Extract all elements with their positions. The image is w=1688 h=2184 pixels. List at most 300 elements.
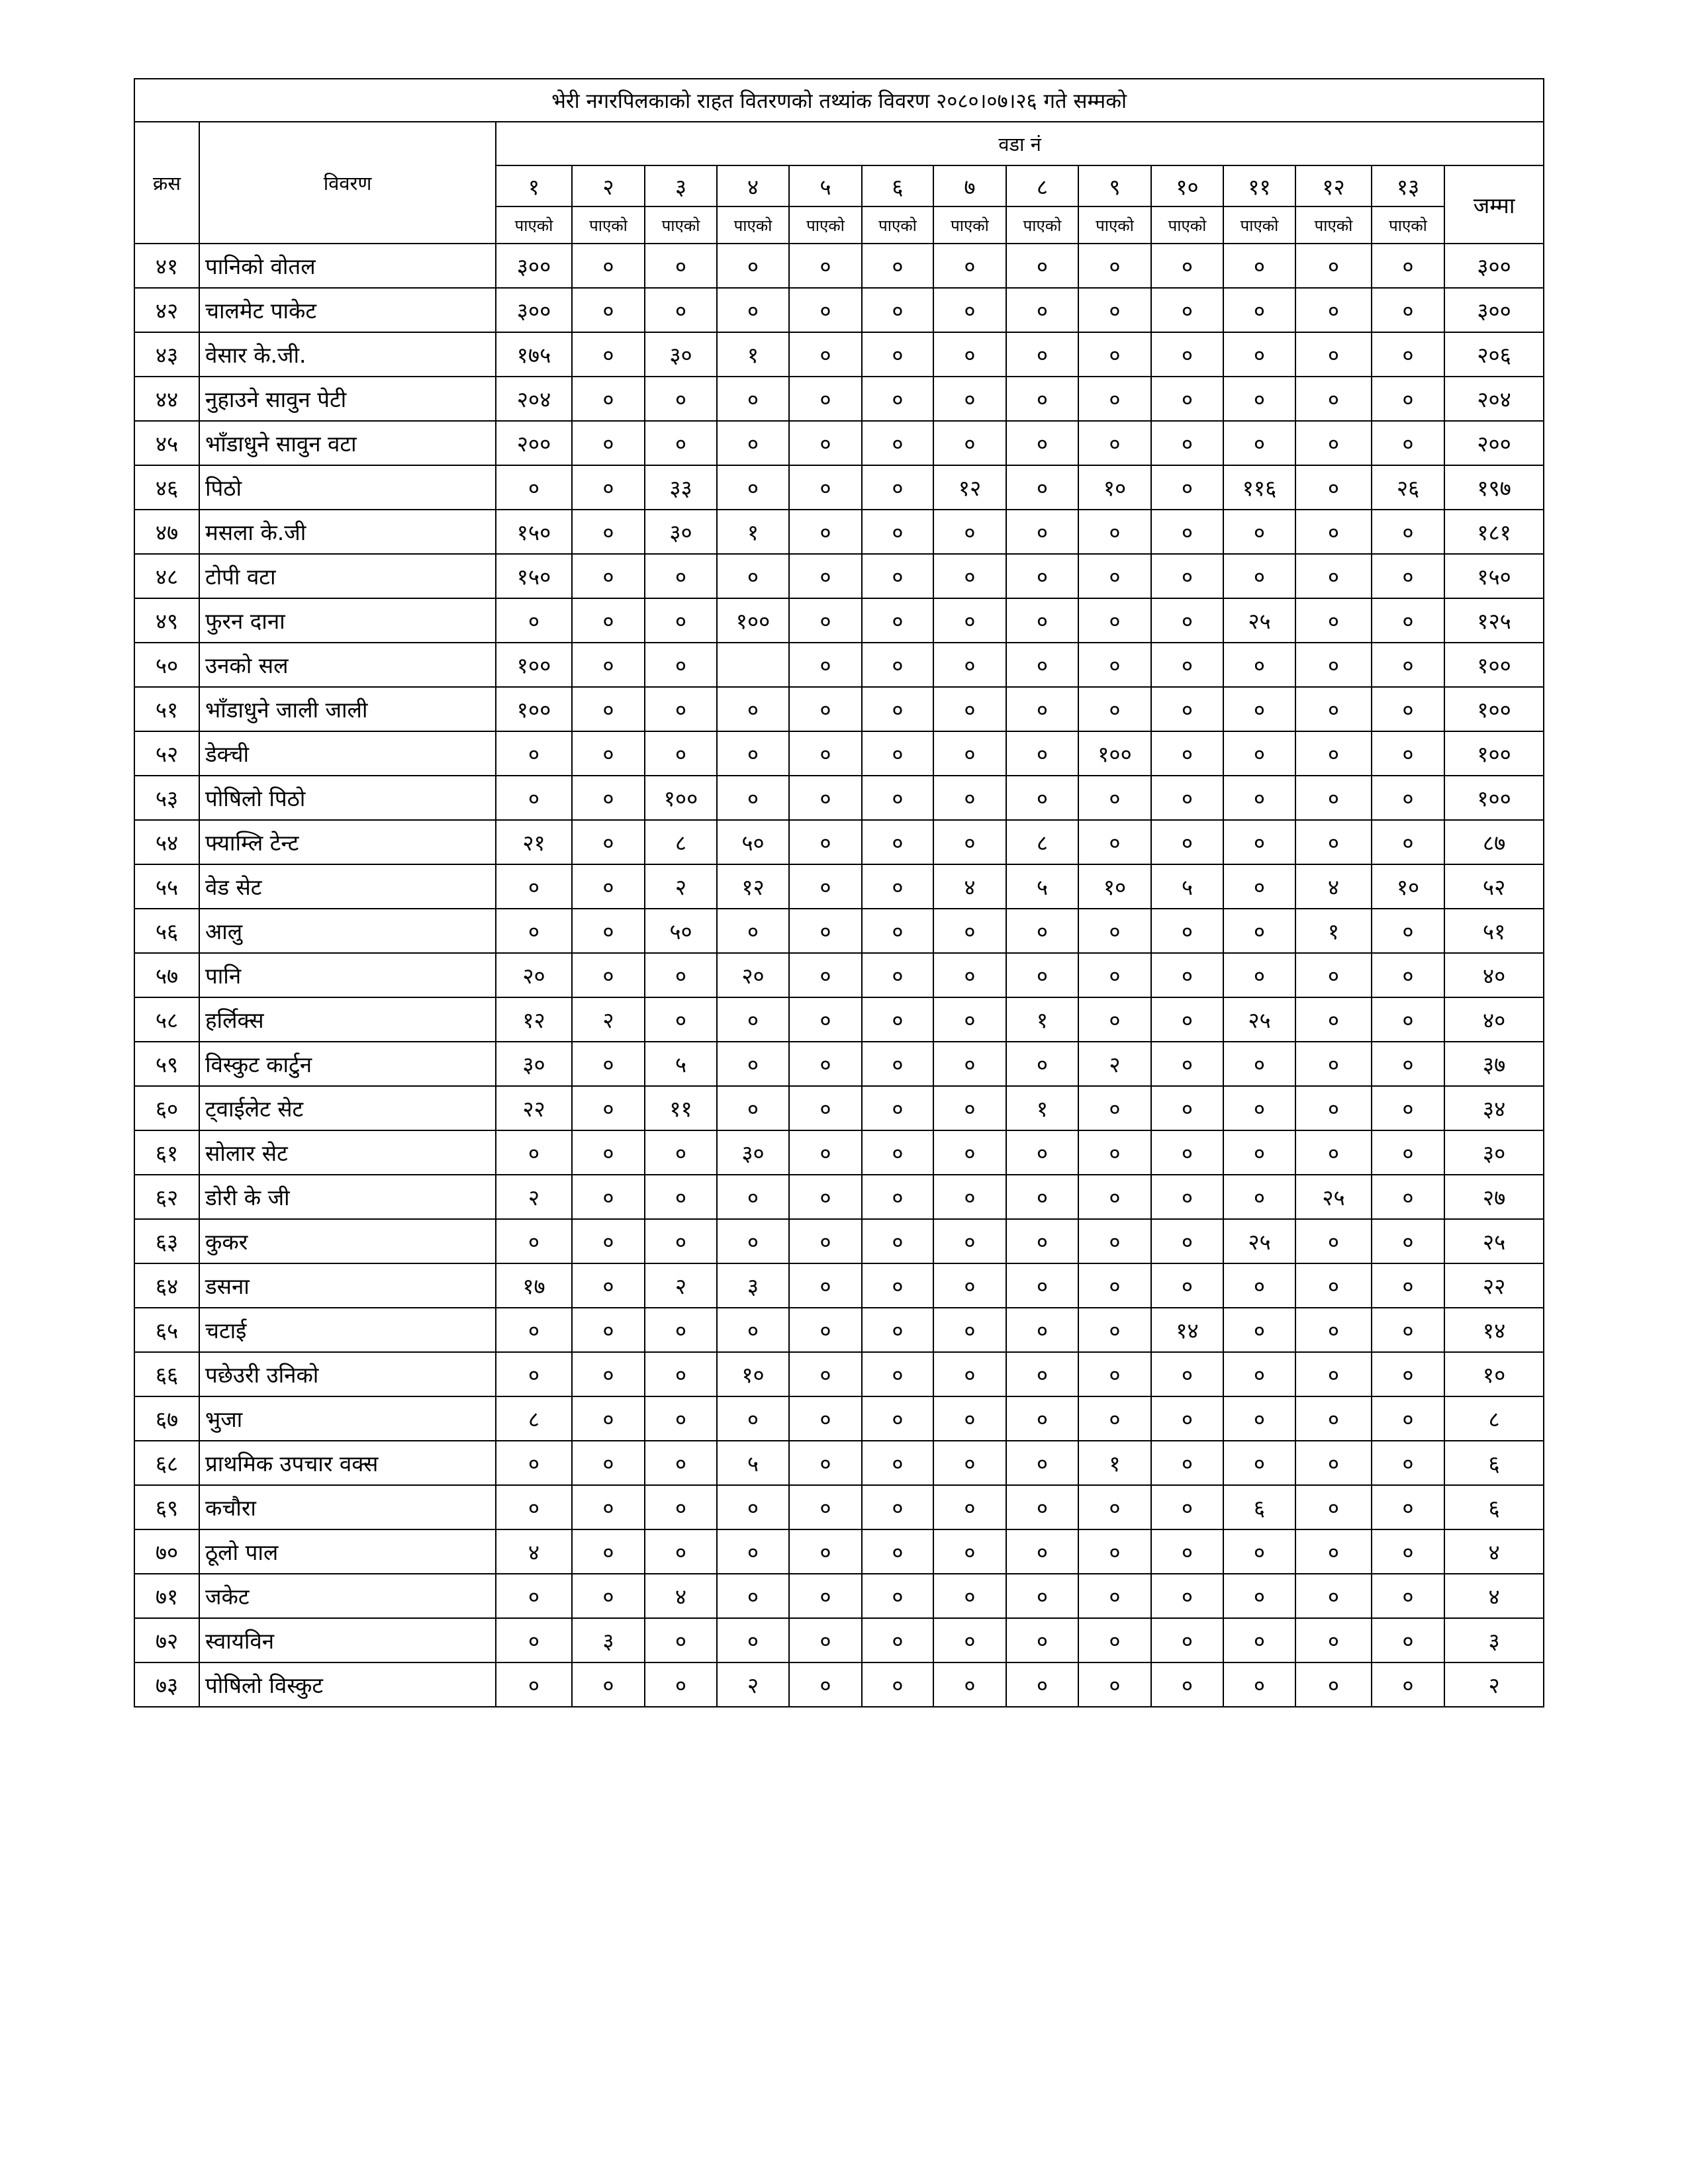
ward-value-cell: ०	[1151, 687, 1223, 731]
ward-value-cell: ०	[1151, 1618, 1223, 1662]
ward-value-cell: ०	[717, 776, 789, 820]
ward-value-cell: १००	[496, 643, 572, 687]
ward-value-cell: ०	[572, 1086, 645, 1130]
table-row	[134, 1219, 1544, 1263]
ward-value-cell: ०	[572, 1219, 645, 1263]
ward-value-cell: ०	[717, 288, 789, 332]
ward-value-cell: ०	[1295, 1396, 1372, 1441]
ward-value-cell: ०	[496, 864, 572, 909]
ward-value-cell: ०	[1078, 1308, 1151, 1352]
ward-value-cell: ०	[1372, 997, 1444, 1042]
ward-value-cell: ०	[1295, 1130, 1372, 1175]
ward-value-cell: ५	[717, 1441, 789, 1485]
ward-value-cell: ०	[1151, 598, 1223, 643]
ward-value-cell: ०	[1372, 909, 1444, 953]
ward-value-cell: ०	[572, 731, 645, 776]
table-row	[134, 1574, 1544, 1618]
ward-value-cell: ०	[717, 1219, 789, 1263]
serial-cell: ७०	[134, 1529, 199, 1574]
ward-value-cell: ०	[789, 1219, 862, 1263]
ward-value-cell: १	[1006, 997, 1078, 1042]
serial-cell: ६८	[134, 1441, 199, 1485]
received-subheader: पाएको	[645, 206, 717, 244]
ward-value-cell: ०	[496, 776, 572, 820]
ward-value-cell: ०	[1295, 953, 1372, 997]
ward-value-cell: ०	[1372, 1130, 1444, 1175]
item-name-cell: फ्याम्लि टेन्ट	[199, 820, 496, 864]
ward-value-cell: ०	[1151, 421, 1223, 465]
ward-value-cell: ०	[1295, 776, 1372, 820]
ward-value-cell: ०	[572, 332, 645, 377]
ward-value-cell: ०	[717, 731, 789, 776]
ward-value-cell: ०	[789, 776, 862, 820]
table-title: भेरी नगरपिलकाको राहत वितरणको तथ्यांक विवरण २०८०।०७।२६ गते सम्मको	[134, 79, 1544, 122]
ward-value-cell: ०	[1151, 1662, 1223, 1707]
ward-value-cell: ०	[645, 1130, 717, 1175]
total-cell: १००	[1444, 643, 1544, 687]
ward-value-cell: ०	[1223, 776, 1295, 820]
ward-value-cell: ०	[572, 909, 645, 953]
ward-value-cell: १२	[717, 864, 789, 909]
ward-value-cell: ०	[572, 1130, 645, 1175]
ward-value-cell: ०	[1006, 1574, 1078, 1618]
ward-value-cell: ४	[933, 864, 1006, 909]
item-name-cell: पिठो	[199, 465, 496, 510]
ward-value-cell: १२	[933, 465, 1006, 510]
ward-value-cell: ०	[789, 1396, 862, 1441]
table-row	[134, 731, 1544, 776]
ward-value-cell: ०	[1078, 1485, 1151, 1529]
ward-value-cell: ०	[645, 1618, 717, 1662]
ward-value-cell: ०	[862, 1219, 933, 1263]
total-cell: १००	[1444, 776, 1544, 820]
ward-value-cell: ०	[645, 1529, 717, 1574]
ward-value-cell: ०	[1223, 1263, 1295, 1308]
total-cell: १८१	[1444, 510, 1544, 554]
ward-value-cell: ०	[1006, 554, 1078, 598]
ward-value-cell: ०	[1078, 820, 1151, 864]
total-cell: ४	[1444, 1574, 1544, 1618]
ward-value-cell: ८	[1006, 820, 1078, 864]
ward-value-cell: ०	[572, 1662, 645, 1707]
ward-value-cell: ०	[862, 687, 933, 731]
ward-value-cell: ०	[1078, 1086, 1151, 1130]
ward-value-cell: ०	[717, 554, 789, 598]
table-row	[134, 1618, 1544, 1662]
item-name-cell: पोषिलो पिठो	[199, 776, 496, 820]
ward-value-cell: ०	[1006, 953, 1078, 997]
total-cell: २०४	[1444, 377, 1544, 421]
ward-value-cell: ०	[1372, 377, 1444, 421]
ward-value-cell: २	[496, 1175, 572, 1219]
ward-value-cell: ०	[933, 1086, 1006, 1130]
ward-value-cell: ०	[862, 465, 933, 510]
item-name-cell: पछेउरी उनिको	[199, 1352, 496, 1396]
ward-value-cell: ०	[933, 377, 1006, 421]
ward-value-cell: ०	[1078, 643, 1151, 687]
ward-value-cell: ०	[645, 643, 717, 687]
ward-value-cell: १	[1006, 1086, 1078, 1130]
table-body	[134, 244, 1544, 1707]
ward-value-cell: ०	[789, 643, 862, 687]
ward-value-cell: ०	[933, 244, 1006, 288]
ward-value-cell: ०	[789, 820, 862, 864]
item-name-cell: मसला के.जी	[199, 510, 496, 554]
table-row	[134, 776, 1544, 820]
item-name-cell: टोपी वटा	[199, 554, 496, 598]
ward-value-cell: ०	[933, 731, 1006, 776]
ward-value-cell: ०	[496, 909, 572, 953]
table-row	[134, 1308, 1544, 1352]
ward-value-cell: ०	[789, 1086, 862, 1130]
ward-value-cell: ०	[933, 1042, 1006, 1086]
ward-value-cell: ०	[717, 421, 789, 465]
ward-value-cell: १२	[496, 997, 572, 1042]
ward-value-cell: ०	[1372, 1308, 1444, 1352]
item-name-cell: आलु	[199, 909, 496, 953]
ward-value-cell: ०	[862, 1618, 933, 1662]
serial-cell: ४३	[134, 332, 199, 377]
serial-cell: ५२	[134, 731, 199, 776]
ward-value-cell: ०	[1006, 1175, 1078, 1219]
ward-value-cell: ०	[789, 1042, 862, 1086]
ward-value-cell: ०	[1223, 554, 1295, 598]
ward-value-cell: ०	[717, 1396, 789, 1441]
ward-value-cell: ०	[717, 687, 789, 731]
serial-cell: ४१	[134, 244, 199, 288]
total-cell: २००	[1444, 421, 1544, 465]
ward-value-cell: १४	[1151, 1308, 1223, 1352]
ward-value-cell: ०	[1151, 465, 1223, 510]
ward-value-cell: ०	[933, 1485, 1006, 1529]
serial-cell: ६६	[134, 1352, 199, 1396]
ward-value-cell: ०	[1078, 1175, 1151, 1219]
ward-value-cell: ०	[933, 1175, 1006, 1219]
description-header: विवरण	[199, 122, 496, 244]
ward-value-cell: ०	[1151, 244, 1223, 288]
ward-value-cell: ०	[1151, 554, 1223, 598]
received-subheader: पाएको	[1151, 206, 1223, 244]
ward-value-cell: ३००	[496, 288, 572, 332]
ward-value-cell: ०	[1223, 510, 1295, 554]
item-name-cell: डेक्ची	[199, 731, 496, 776]
table-row	[134, 1175, 1544, 1219]
ward-value-cell: ०	[789, 909, 862, 953]
ward-value-cell: ०	[933, 953, 1006, 997]
ward-value-cell: ०	[645, 1485, 717, 1529]
ward-value-cell: ०	[1295, 332, 1372, 377]
ward-value-cell: ०	[645, 731, 717, 776]
ward-value-cell: ०	[1151, 1042, 1223, 1086]
total-cell: १०	[1444, 1352, 1544, 1396]
ward-value-cell: ०	[862, 864, 933, 909]
received-subheader: पाएको	[496, 206, 572, 244]
ward-value-cell: ०	[1223, 288, 1295, 332]
ward-value-cell: २	[645, 864, 717, 909]
ward-value-cell: ०	[933, 776, 1006, 820]
ward-value-cell: ०	[862, 421, 933, 465]
ward-value-cell: ०	[862, 1086, 933, 1130]
ward-value-cell: ०	[789, 997, 862, 1042]
received-subheader: पाएको	[717, 206, 789, 244]
ward-value-cell: ०	[1223, 1130, 1295, 1175]
ward-value-cell: २	[572, 997, 645, 1042]
ward-value-cell: ०	[933, 1574, 1006, 1618]
ward-value-cell: ०	[862, 953, 933, 997]
ward-value-cell: ०	[1151, 510, 1223, 554]
ward-value-cell: ०	[862, 1042, 933, 1086]
ward-value-cell: ०	[1151, 731, 1223, 776]
ward-number-header: ७	[933, 165, 1006, 206]
item-name-cell: उनको सल	[199, 643, 496, 687]
ward-value-cell: १०	[717, 1352, 789, 1396]
ward-value-cell: ०	[1006, 510, 1078, 554]
ward-number-header: ९	[1078, 165, 1151, 206]
serial-cell: ५०	[134, 643, 199, 687]
ward-value-cell: ०	[1372, 1352, 1444, 1396]
ward-value-cell: ०	[1372, 1441, 1444, 1485]
ward-value-cell: ०	[1372, 288, 1444, 332]
item-name-cell: पोषिलो विस्कुट	[199, 1662, 496, 1707]
ward-value-cell: ०	[717, 1574, 789, 1618]
ward-value-cell: ०	[1223, 1662, 1295, 1707]
table-row	[134, 421, 1544, 465]
total-cell: ४०	[1444, 953, 1544, 997]
ward-value-cell: २०	[717, 953, 789, 997]
ward-value-cell: ०	[1006, 244, 1078, 288]
ward-value-cell: ०	[717, 1618, 789, 1662]
ward-value-cell: ०	[789, 465, 862, 510]
ward-group-header: वडा नं	[496, 122, 1544, 165]
ward-value-cell: २	[1078, 1042, 1151, 1086]
ward-value-cell: ३००	[496, 244, 572, 288]
ward-value-cell: ०	[717, 465, 789, 510]
ward-value-cell: ०	[1295, 598, 1372, 643]
ward-value-cell: ०	[1372, 1529, 1444, 1574]
table-row	[134, 1396, 1544, 1441]
item-name-cell: भुजा	[199, 1396, 496, 1441]
ward-value-cell: ०	[496, 731, 572, 776]
ward-value-cell: ०	[1295, 1352, 1372, 1396]
serial-cell: ५३	[134, 776, 199, 820]
received-subheader: पाएको	[572, 206, 645, 244]
ward-value-cell: ०	[862, 1308, 933, 1352]
ward-value-cell: ०	[862, 598, 933, 643]
ward-value-cell: ०	[1372, 1175, 1444, 1219]
ward-value-cell: ०	[1151, 1574, 1223, 1618]
total-cell: २०६	[1444, 332, 1544, 377]
ward-value-cell: ०	[1078, 288, 1151, 332]
serial-cell: ४६	[134, 465, 199, 510]
total-cell: २२	[1444, 1263, 1544, 1308]
ward-value-cell: ०	[1295, 1263, 1372, 1308]
ward-value-cell: ०	[645, 554, 717, 598]
ward-value-cell: ०	[1006, 377, 1078, 421]
ward-value-cell: ०	[933, 1308, 1006, 1352]
ward-value-cell: ०	[1223, 643, 1295, 687]
item-name-cell: प्राथमिक उपचार वक्स	[199, 1441, 496, 1485]
ward-value-cell: ०	[933, 288, 1006, 332]
serial-cell: ५१	[134, 687, 199, 731]
serial-cell: ६७	[134, 1396, 199, 1441]
ward-value-cell: ५	[645, 1042, 717, 1086]
ward-value-cell: ५०	[717, 820, 789, 864]
ward-value-cell: ०	[789, 864, 862, 909]
ward-value-cell: १०	[1078, 465, 1151, 510]
ward-value-cell: १७५	[496, 332, 572, 377]
ward-value-cell: ३३	[645, 465, 717, 510]
ward-value-cell: ०	[1295, 554, 1372, 598]
serial-cell: ६२	[134, 1175, 199, 1219]
ward-value-cell: ०	[1372, 244, 1444, 288]
ward-value-cell: ०	[572, 820, 645, 864]
ward-value-cell: १	[717, 332, 789, 377]
ward-value-cell: ०	[1295, 1042, 1372, 1086]
ward-value-cell: २५	[1223, 1219, 1295, 1263]
ward-value-cell: २००	[496, 421, 572, 465]
ward-number-header: १२	[1295, 165, 1372, 206]
ward-value-cell: ०	[789, 510, 862, 554]
ward-value-cell: ०	[645, 377, 717, 421]
total-cell: १००	[1444, 687, 1544, 731]
ward-value-cell: ०	[1151, 1529, 1223, 1574]
ward-value-cell: ०	[1078, 1352, 1151, 1396]
ward-value-cell: ०	[496, 598, 572, 643]
ward-value-cell: ०	[862, 1662, 933, 1707]
ward-value-cell: ०	[1006, 288, 1078, 332]
total-cell: २७	[1444, 1175, 1544, 1219]
ward-value-cell: ०	[1295, 1529, 1372, 1574]
ward-value-cell: ०	[572, 864, 645, 909]
ward-value-cell: १०	[1078, 864, 1151, 909]
ward-value-cell: ०	[789, 1175, 862, 1219]
item-name-cell: चटाई	[199, 1308, 496, 1352]
ward-value-cell: १७	[496, 1263, 572, 1308]
ward-value-cell: ०	[1006, 465, 1078, 510]
serial-cell: ६९	[134, 1485, 199, 1529]
ward-value-cell: ०	[1372, 1662, 1444, 1707]
table-row	[134, 510, 1544, 554]
table-row	[134, 554, 1544, 598]
serial-cell: ४४	[134, 377, 199, 421]
serial-cell: ४५	[134, 421, 199, 465]
ward-value-cell: १००	[645, 776, 717, 820]
item-name-cell: हर्लिक्स	[199, 997, 496, 1042]
ward-value-cell: ०	[862, 643, 933, 687]
ward-value-cell: ०	[572, 776, 645, 820]
ward-value-cell: ०	[1078, 1662, 1151, 1707]
ward-value-cell: ०	[1295, 288, 1372, 332]
ward-value-cell: ०	[1151, 288, 1223, 332]
ward-value-cell: ०	[572, 1441, 645, 1485]
serial-cell: ४२	[134, 288, 199, 332]
ward-value-cell: ०	[789, 953, 862, 997]
table-row	[134, 465, 1544, 510]
serial-cell: ६४	[134, 1263, 199, 1308]
ward-value-cell: २५	[1223, 598, 1295, 643]
item-name-cell: वेड सेट	[199, 864, 496, 909]
ward-value-cell: ०	[572, 1529, 645, 1574]
total-cell: ३४	[1444, 1086, 1544, 1130]
ward-value-cell: ०	[933, 1662, 1006, 1707]
ward-value-cell: ०	[1006, 1396, 1078, 1441]
ward-value-cell: ०	[1223, 1352, 1295, 1396]
ward-value-cell: ०	[496, 1662, 572, 1707]
item-name-cell: भाँडाधुने जाली जाली	[199, 687, 496, 731]
ward-value-cell: ०	[572, 953, 645, 997]
ward-value-cell: ०	[933, 1219, 1006, 1263]
ward-value-cell: ०	[933, 598, 1006, 643]
ward-value-cell: ०	[1372, 687, 1444, 731]
ward-value-cell: ०	[1078, 909, 1151, 953]
ward-value-cell: ०	[1295, 1618, 1372, 1662]
received-subheader: पाएको	[1223, 206, 1295, 244]
ward-value-cell: २	[717, 1662, 789, 1707]
ward-value-cell: ३०	[496, 1042, 572, 1086]
ward-value-cell: ०	[572, 643, 645, 687]
total-cell: ३००	[1444, 244, 1544, 288]
ward-value-cell: ०	[1295, 997, 1372, 1042]
ward-value-cell: ५	[1151, 864, 1223, 909]
ward-value-cell: ०	[496, 1308, 572, 1352]
total-cell: १००	[1444, 731, 1544, 776]
ward-value-cell: ०	[1223, 1086, 1295, 1130]
ward-value-cell: ०	[862, 997, 933, 1042]
ward-value-cell: ०	[789, 1574, 862, 1618]
ward-value-cell: ०	[1295, 643, 1372, 687]
item-name-cell: जकेट	[199, 1574, 496, 1618]
ward-value-cell: ०	[933, 1529, 1006, 1574]
ward-value-cell: १००	[1078, 731, 1151, 776]
serial-cell: ५७	[134, 953, 199, 997]
ward-value-cell: ०	[862, 1529, 933, 1574]
ward-value-cell: ०	[789, 244, 862, 288]
ward-value-cell: ०	[1151, 953, 1223, 997]
ward-value-cell: ०	[1006, 1219, 1078, 1263]
ward-value-cell: ०	[1006, 776, 1078, 820]
ward-value-cell: ०	[1006, 643, 1078, 687]
received-subheader: पाएको	[1078, 206, 1151, 244]
table-row	[134, 687, 1544, 731]
ward-value-cell: ०	[862, 776, 933, 820]
ward-value-cell: ५	[1006, 864, 1078, 909]
ward-value-cell: ०	[572, 687, 645, 731]
total-cell: १४	[1444, 1308, 1544, 1352]
ward-value-cell: ०	[717, 1308, 789, 1352]
ward-value-cell: ०	[1372, 820, 1444, 864]
ward-value-cell: ०	[645, 953, 717, 997]
ward-value-cell: ०	[862, 244, 933, 288]
ward-value-cell: ०	[645, 1662, 717, 1707]
serial-cell: ५४	[134, 820, 199, 864]
ward-value-cell: ०	[717, 1175, 789, 1219]
ward-value-cell: ११६	[1223, 465, 1295, 510]
ward-value-cell: ०	[1078, 244, 1151, 288]
serial-cell: ७२	[134, 1618, 199, 1662]
item-name-cell: डसना	[199, 1263, 496, 1308]
ward-value-cell: ८	[645, 820, 717, 864]
item-name-cell: चालमेट पाकेट	[199, 288, 496, 332]
received-subheader: पाएको	[789, 206, 862, 244]
ward-value-cell: ०	[1372, 421, 1444, 465]
serial-cell: ५९	[134, 1042, 199, 1086]
item-name-cell: स्वायविन	[199, 1618, 496, 1662]
ward-value-cell: ४	[645, 1574, 717, 1618]
item-name-cell: वेसार के.जी.	[199, 332, 496, 377]
ward-value-cell: ०	[1372, 1219, 1444, 1263]
ward-value-cell: ०	[933, 997, 1006, 1042]
total-cell: ५१	[1444, 909, 1544, 953]
